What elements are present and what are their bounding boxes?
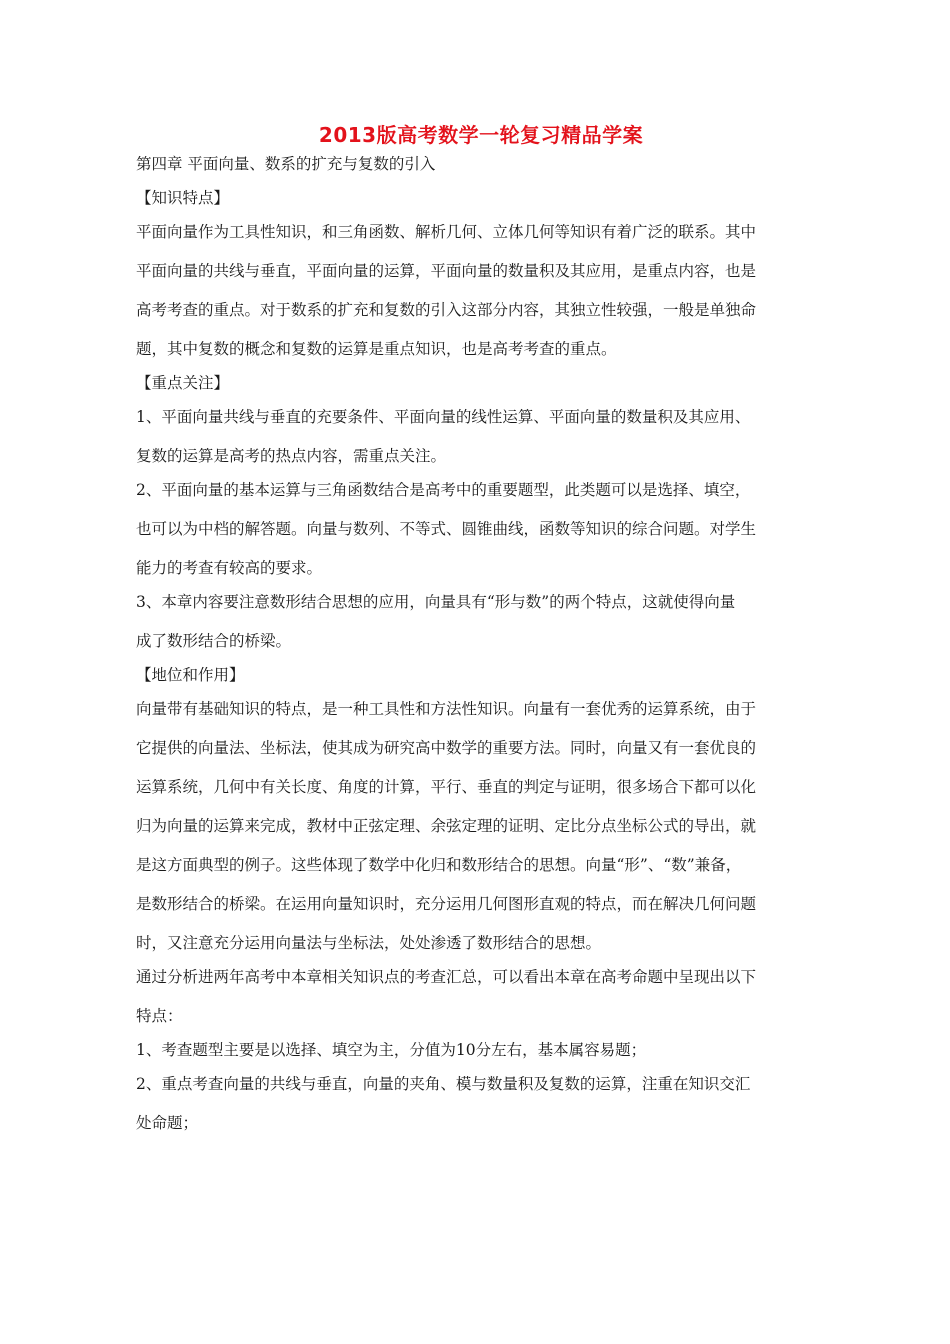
paragraph-line: 1、平面向量共线与垂直的充要条件、平面向量的线性运算、平面向量的数量积及其应用、	[136, 408, 751, 426]
document-body	[136, 118, 826, 1145]
chapter-title: 第四章 平面向量、数系的扩充与复数的引入	[136, 155, 436, 173]
paragraph	[136, 478, 826, 580]
paragraph	[136, 590, 826, 653]
section-key-focus	[136, 371, 826, 653]
paragraph	[136, 220, 826, 361]
paragraph-line: 复数的运算是高考的热点内容，需重点关注。	[136, 447, 447, 465]
paragraph	[136, 1038, 826, 1062]
paragraph-line: 平面向量的共线与垂直，平面向量的运算，平面向量的数量积及其应用，是重点内容，也是	[136, 262, 757, 280]
paragraph-line: 它提供的向量法、坐标法，使其成为研究高中数学的重要方法。同时，向量又有一套优良的	[136, 739, 757, 757]
paragraph-line: 成了数形结合的桥梁。	[136, 632, 292, 650]
paragraph-line: 向量带有基础知识的特点，是一种工具性和方法性知识。向量有一套优秀的运算系统，由于	[136, 700, 757, 718]
paragraph-line: 能力的考查有较高的要求。	[136, 559, 323, 577]
section-heading: 【知识特点】	[136, 189, 230, 207]
section-heading: 【地位和作用】	[136, 666, 245, 684]
paragraph-line: 特点：	[136, 1007, 183, 1025]
section-knowledge-features	[136, 186, 826, 361]
paragraph-line: 是数形结合的桥梁。在运用向量知识时，充分运用几何图形直观的特点，而在解决几何问题	[136, 895, 757, 913]
paragraph	[136, 405, 826, 468]
paragraph	[136, 697, 826, 955]
paragraph-line: 高考考查的重点。对于数系的扩充和复数的引入这部分内容，其独立性较强，一般是单独命	[136, 301, 757, 319]
paragraph-line: 1、考查题型主要是以选择、填空为主，分值为10分左右，基本属容易题；	[136, 1041, 647, 1059]
paragraph-line: 时，又注意充分运用向量法与坐标法，处处渗透了数形结合的思想。	[136, 934, 602, 952]
paragraph-line: 题，其中复数的概念和复数的运算是重点知识，也是高考考查的重点。	[136, 340, 617, 358]
paragraph	[136, 1072, 826, 1135]
paragraph-line: 3、本章内容要注意数形结合思想的应用，向量具有“形与数”的两个特点，这就使得向量	[136, 593, 736, 611]
paragraph-line: 2、重点考查向量的共线与垂直，向量的夹角、模与数量积及复数的运算，注重在知识交汇	[136, 1075, 751, 1093]
paragraph-line: 2、平面向量的基本运算与三角函数结合是高考中的重要题型，此类题可以是选择、填空，	[136, 481, 751, 499]
paragraph-line: 也可以为中档的解答题。向量与数列、不等式、圆锥曲线，函数等知识的综合问题。对学生	[136, 520, 757, 538]
paragraph-line: 归为向量的运算来完成，教材中正弦定理、余弦定理的证明、定比分点坐标公式的导出，就	[136, 817, 757, 835]
section-heading: 【重点关注】	[136, 374, 230, 392]
section-role-and-function	[136, 663, 826, 1135]
paragraph	[136, 965, 826, 1028]
paragraph-line: 运算系统，几何中有关长度、角度的计算，平行、垂直的判定与证明，很多场合下都可以化	[136, 778, 757, 796]
paragraph-line: 通过分析进两年高考中本章相关知识点的考查汇总，可以看出本章在高考命题中呈现出以下	[136, 968, 757, 986]
paragraph-line: 平面向量作为工具性知识，和三角函数、解析几何、立体几何等知识有着广泛的联系。其中	[136, 223, 757, 241]
document-title: 2013版高考数学一轮复习精品学案	[318, 123, 644, 147]
paragraph-line: 是这方面典型的例子。这些体现了数学中化归和数形结合的思想。向量“形”、“数”兼备，	[136, 856, 742, 874]
paragraph-line: 处命题；	[136, 1114, 199, 1132]
